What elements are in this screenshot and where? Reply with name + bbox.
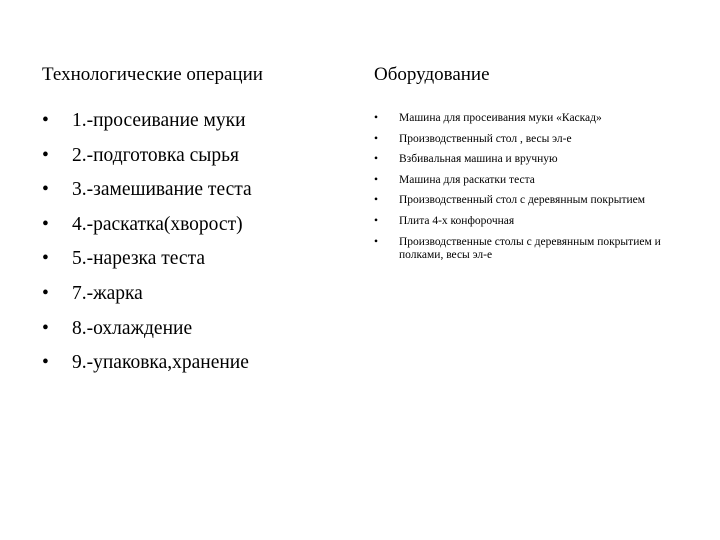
list-item-text: 7.-жарка — [72, 282, 143, 304]
list-item-text: Производственные столы с деревянным покрытием и полками, весы эл-е — [399, 235, 661, 261]
bullet-icon: • — [374, 235, 379, 248]
list-item-text: 1.-просеивание муки — [72, 110, 246, 131]
list-item — [374, 112, 664, 125]
bullet-icon: • — [374, 153, 379, 165]
bullet-icon: • — [374, 173, 379, 186]
operations-heading: Технологические операции — [42, 64, 263, 85]
list-item-text: Взбивальная машина и вручную — [399, 153, 558, 165]
list-item — [374, 215, 664, 228]
list-item — [42, 350, 252, 385]
list-item-text: Производственный стол , весы эл-е — [399, 132, 572, 145]
equipment-list — [374, 112, 664, 270]
bullet-icon: • — [42, 248, 49, 270]
list-item-text: 3.-замешивание теста — [72, 179, 252, 201]
bullet-icon: • — [42, 317, 49, 339]
list-item — [42, 246, 252, 281]
bullet-icon: • — [374, 194, 379, 206]
bullet-icon: • — [42, 282, 49, 304]
list-item — [42, 177, 252, 212]
list-item-text: Плита 4-х конфорочная — [399, 215, 515, 227]
bullet-icon: • — [42, 352, 49, 374]
list-item-text: Машина для раскатки теста — [399, 173, 535, 186]
list-item — [374, 153, 664, 166]
list-item-text: Производственный стол с деревянным покрытием — [399, 194, 646, 206]
bullet-icon: • — [42, 213, 49, 235]
list-item — [42, 108, 252, 143]
list-item-text: Машина для просеивания муки «Каскад» — [399, 112, 602, 124]
list-item — [42, 143, 252, 178]
bullet-icon: • — [374, 132, 379, 145]
bullet-icon: • — [42, 144, 49, 166]
equipment-heading: Оборудование — [374, 64, 490, 85]
operations-list — [42, 108, 252, 385]
list-item-text: 2.-подготовка сырья — [72, 144, 239, 166]
list-item — [42, 316, 252, 351]
bullet-icon: • — [42, 179, 49, 201]
list-item-text: 4.-раскатка(хворост) — [72, 213, 243, 235]
list-item-text: 9.-упаковка,хранение — [72, 352, 249, 374]
list-item — [374, 133, 664, 146]
list-item-text: 8.-охлаждение — [72, 317, 193, 339]
list-item-text: 5.-нарезка теста — [72, 248, 205, 270]
list-item — [42, 281, 252, 316]
list-item — [42, 212, 252, 247]
list-item — [374, 174, 664, 187]
bullet-icon: • — [374, 112, 379, 124]
bullet-icon: • — [374, 215, 379, 227]
bullet-icon: • — [42, 110, 49, 131]
list-item — [374, 236, 664, 262]
list-item — [374, 194, 664, 207]
